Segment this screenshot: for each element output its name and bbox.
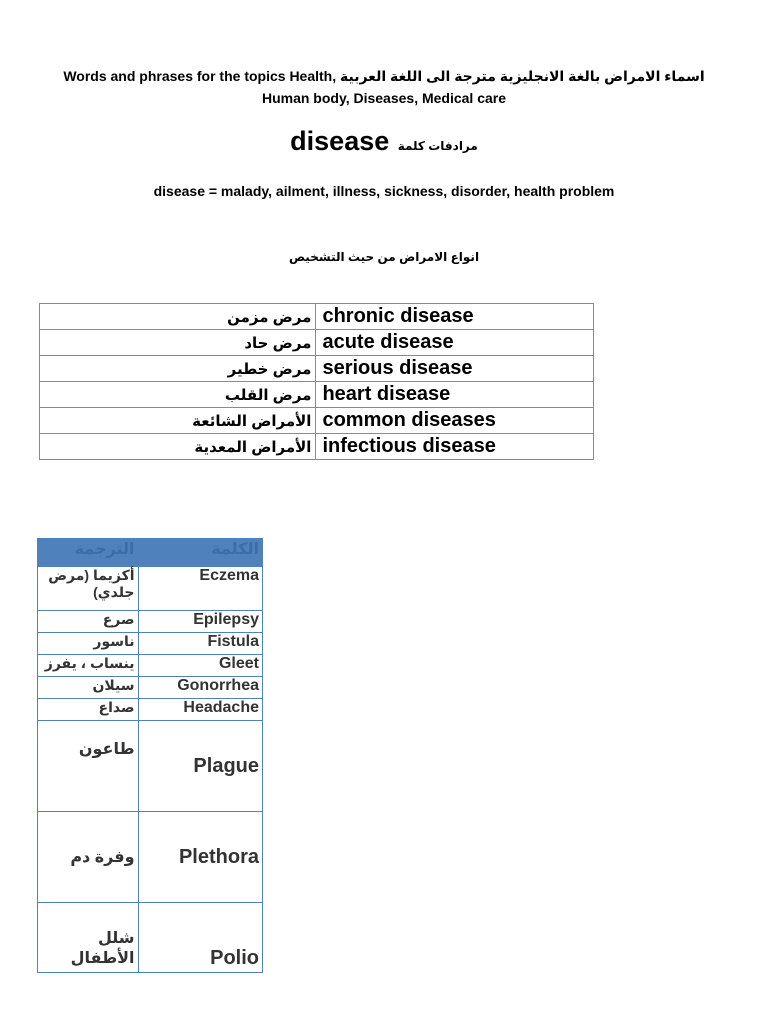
table-row xyxy=(38,633,263,655)
translation-cell: طاعون xyxy=(38,721,139,812)
table-row xyxy=(38,655,263,677)
table-row xyxy=(38,567,263,611)
table-row xyxy=(40,434,594,460)
table-row xyxy=(38,677,263,699)
english-cell: infectious disease xyxy=(316,434,594,460)
title-english-part: Words and phrases for the topics Health, xyxy=(63,68,337,84)
arabic-cell: مرض القلب xyxy=(40,382,316,408)
table-row xyxy=(40,382,594,408)
arabic-cell: الأمراض المعدية xyxy=(40,434,316,460)
word-cell: Fistula xyxy=(138,633,262,655)
word-cell: Gonorrhea xyxy=(138,677,262,699)
arabic-cell: مرض مزمن xyxy=(40,304,316,330)
table-row xyxy=(40,356,594,382)
english-cell: heart disease xyxy=(316,382,594,408)
english-cell: chronic disease xyxy=(316,304,594,330)
table-row xyxy=(40,330,594,356)
translation-cell: صرع xyxy=(38,611,139,633)
english-cell: acute disease xyxy=(316,330,594,356)
disease-heading xyxy=(0,126,768,157)
english-cell: serious disease xyxy=(316,356,594,382)
arabic-cell: مرض خطير xyxy=(40,356,316,382)
document-title-line-1 xyxy=(0,66,768,86)
table-row xyxy=(38,699,263,721)
translation-cell: شلل الأطفال xyxy=(38,903,139,973)
types-heading: انواع الامراض من حيث التشخيص xyxy=(288,250,480,264)
vocabulary-table xyxy=(37,538,263,973)
translation-cell: صداع xyxy=(38,699,139,721)
word-cell: Gleet xyxy=(138,655,262,677)
english-cell: common diseases xyxy=(316,408,594,434)
table-row xyxy=(38,721,263,812)
translation-cell: أكزيما (مرض جلدي) xyxy=(38,567,139,611)
translation-cell: وفرة دم xyxy=(38,812,139,903)
heading-arabic: مرادفات كلمة xyxy=(397,139,478,153)
table-row xyxy=(38,812,263,903)
table-row xyxy=(38,611,263,633)
word-cell: Epilepsy xyxy=(138,611,262,633)
translation-cell: سيلان xyxy=(38,677,139,699)
arabic-cell: الأمراض الشائعة xyxy=(40,408,316,434)
title-arabic-part: اسماء الامراض بالغة الانجليزية مترجة الى اللغة العربية xyxy=(340,68,705,84)
synonyms-line: disease = malady, ailment, illness, sickness, disorder, health problem xyxy=(153,183,615,199)
table-row xyxy=(38,903,263,973)
word-cell: Plague xyxy=(138,721,262,812)
arabic-cell: مرض حاد xyxy=(40,330,316,356)
header-word: الكلمة xyxy=(138,539,262,567)
word-cell: Headache xyxy=(138,699,262,721)
table-row xyxy=(40,408,594,434)
word-cell: Polio xyxy=(138,903,262,973)
word-cell: Eczema xyxy=(138,567,262,611)
table-row xyxy=(40,304,594,330)
translation-cell: ناسور xyxy=(38,633,139,655)
translation-cell: ينساب ، يفرز xyxy=(38,655,139,677)
header-translation: الترجمة xyxy=(38,539,139,567)
word-cell: Plethora xyxy=(138,812,262,903)
heading-word: disease xyxy=(290,126,390,156)
table-header-row xyxy=(38,539,263,567)
disease-types-table xyxy=(39,303,594,460)
document-title-line-2: Human body, Diseases, Medical care xyxy=(261,90,507,106)
